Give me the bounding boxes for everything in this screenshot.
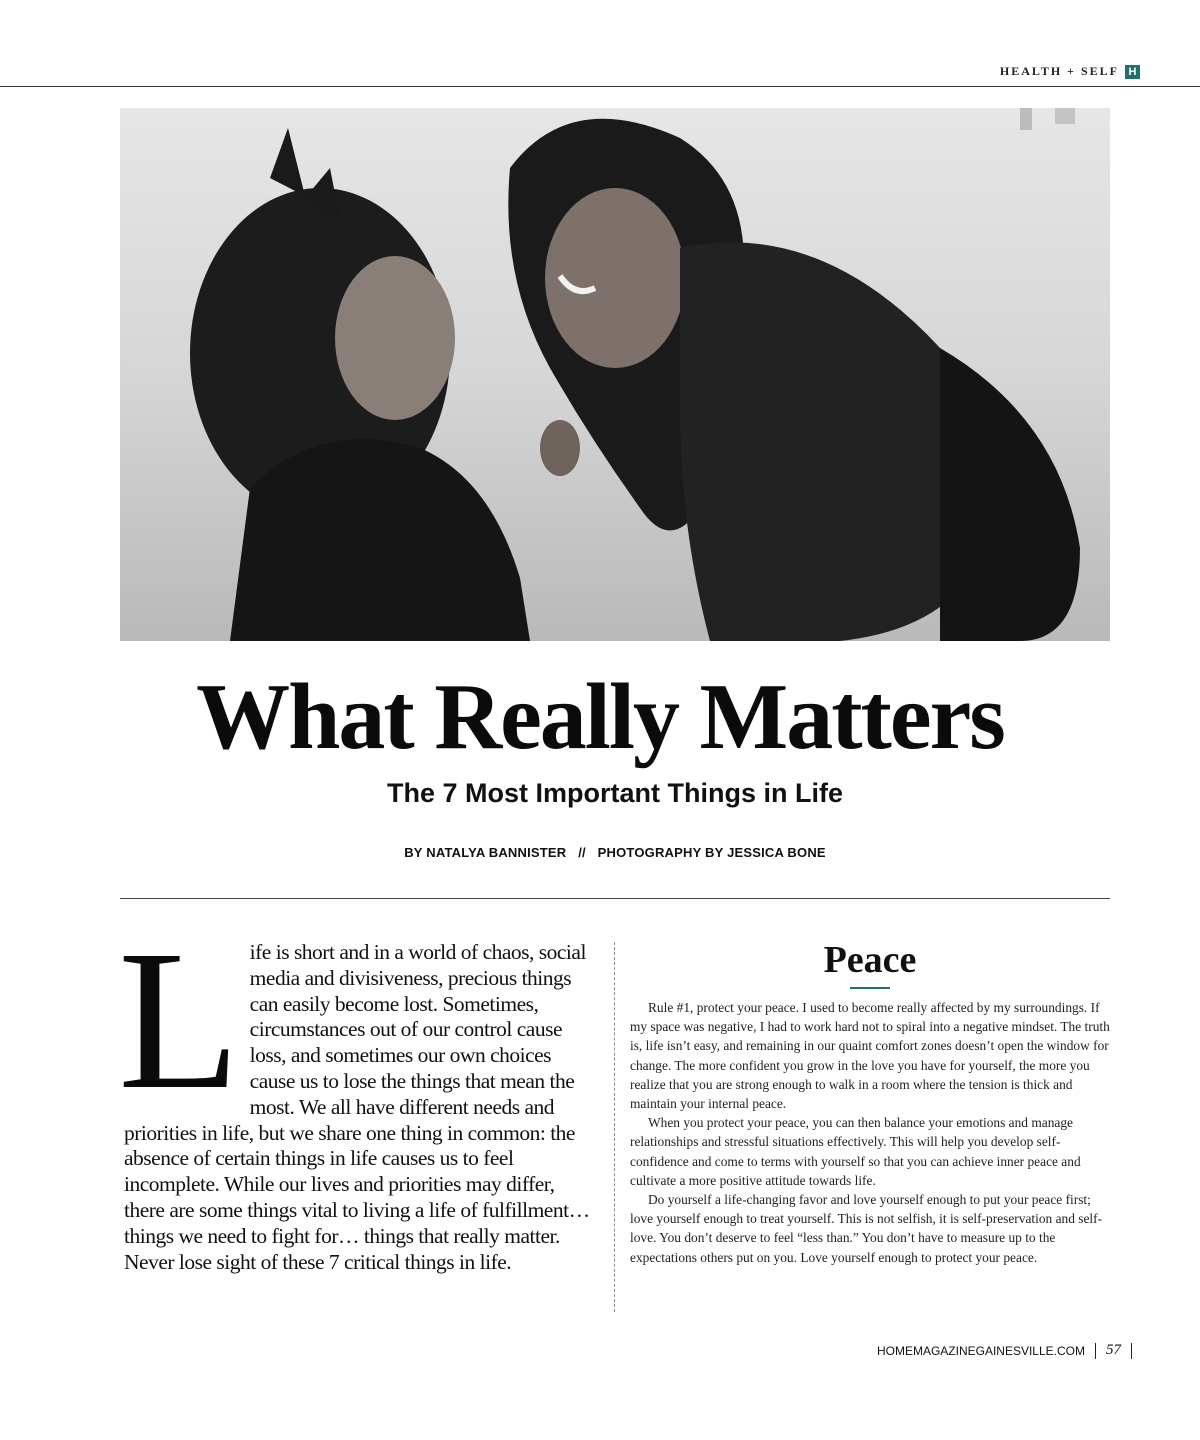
intro-paragraph: [118, 910, 594, 1275]
article-subtitle: The 7 Most Important Things in Life: [387, 778, 843, 808]
header-divider: [0, 86, 1200, 87]
peace-heading: Peace: [823, 939, 917, 981]
byline-separator: //: [578, 845, 586, 860]
section-name: HEALTH + SELF: [999, 64, 1119, 78]
peace-paragraph: Rule #1, protect your peace. I used to become really affected by my surroundings. If my space was negative, I had to work hard not to spiral into a negative mindset. The truth is, life isn’t easy, and remaining in our quaint comfort zones doesn’t open the window for change. The more confident you grow in the love you have for yourself, the more you realize that you are strong enough to walk in a room where the tension is thick and maintain your internal peace.: [630, 1000, 1110, 1112]
page-number: 57: [1106, 1342, 1121, 1358]
byline-author: BY NATALYA BANNISTER: [404, 845, 567, 860]
byline: [0, 845, 1200, 860]
drop-cap: L: [118, 910, 240, 1131]
byline-photographer: PHOTOGRAPHY BY JESSICA BONE: [597, 845, 826, 860]
footer-divider-end: [1131, 1343, 1132, 1359]
peace-heading-underline: [850, 987, 890, 989]
hero-photo-illustration: [120, 108, 1110, 641]
section-badge: H: [1125, 65, 1140, 79]
section-divider: [120, 898, 1110, 899]
peace-paragraph: When you protect your peace, you can then balance your emotions and manage relationships and stressful situations effectively. This will help you develop self-confidence and come to terms with yourself so that you can achieve inner peace and cultivate a more positive attitude towards life.: [630, 1115, 1081, 1188]
intro-text: ife is short and in a world of chaos, social media and divisiveness, precious things can easily become lost. Sometimes, circumstances out of our control cause loss, and sometimes our own choices cause us to lose the things that mean the most. We all have different needs and priorities in life, but we share one thing in common: the absence of certain things in life causes us to feel incomplete. While our lives and priorities may differ, there are some things vital to living a life of fulfillment… things we need to fight for… things that really matter. Never lose sight of these 7 critical things in life.: [124, 940, 590, 1274]
footer-website: HOMEMAGAZINEGAINESVILLE.COM: [876, 1343, 1085, 1358]
page-footer: [877, 1342, 1142, 1359]
footer-divider: [1095, 1343, 1096, 1359]
peace-body: [630, 998, 1110, 1267]
hero-photo: [120, 108, 1110, 641]
article-title: What Really Matters: [196, 665, 1004, 769]
section-label: [1000, 64, 1140, 79]
column-divider: [614, 942, 615, 1312]
peace-paragraph: Do yourself a life-changing favor and love yourself enough to put your peace first; love yourself enough to treat yourself. This is not selfish, it is self-preservation and self-love. You don’t deserve to feel “less than.” You don’t have to measure up to the expectations others put on you. Love yourself enough to protect your peace.: [630, 1192, 1103, 1265]
